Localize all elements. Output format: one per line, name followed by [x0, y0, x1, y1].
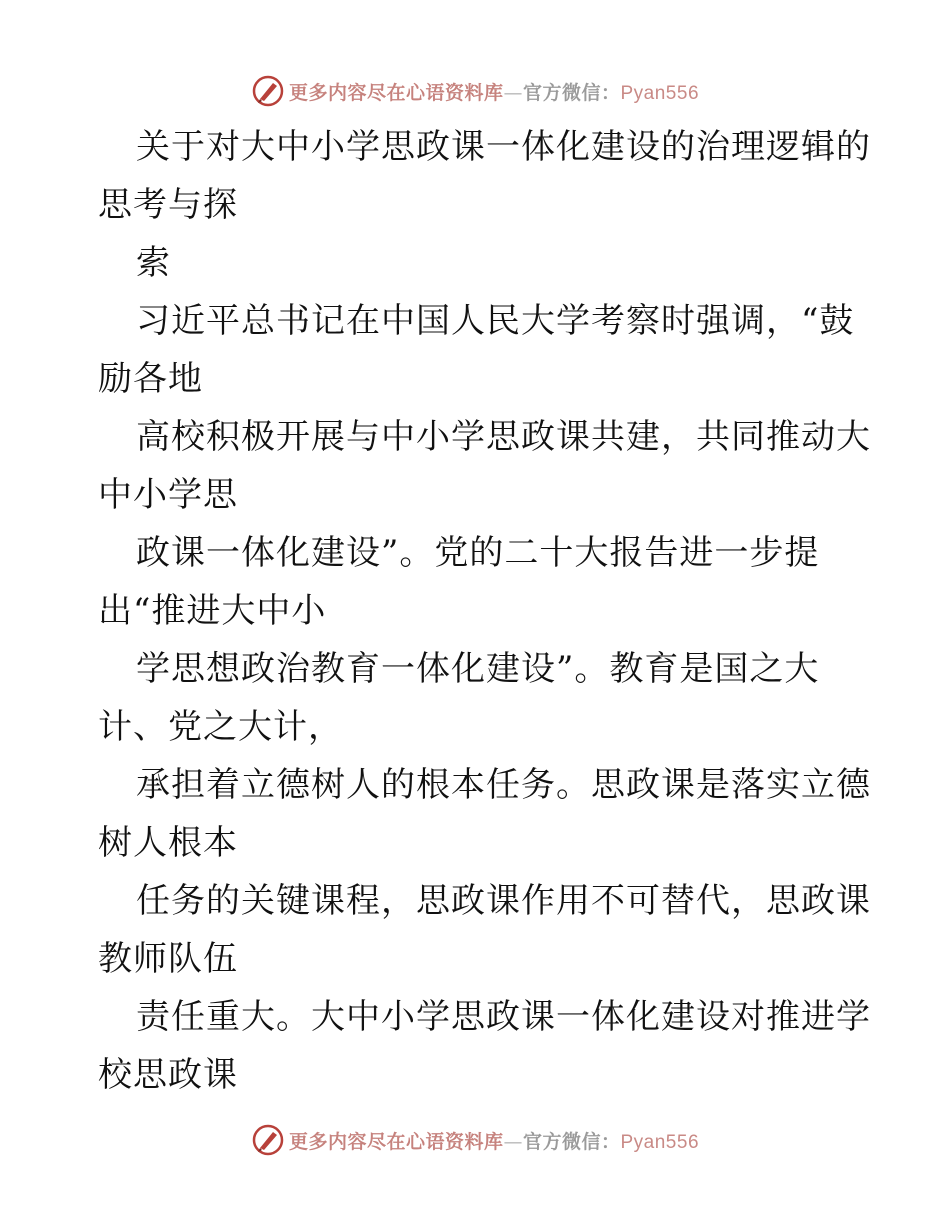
text-line: 出“推进大中小	[98, 591, 327, 631]
text-line: 中小学思	[98, 475, 238, 515]
text-line: 任务的关键课程，思政课作用不可替代，思政课	[136, 881, 871, 921]
pen-logo-icon	[251, 74, 285, 108]
watermark-sub: 官方微信：	[522, 81, 621, 104]
text-line: 政课一体化建设”。党的二十大报告进一步提	[136, 533, 820, 573]
text-line: 承担着立德树人的根本任务。思政课是落实立德	[136, 765, 871, 805]
watermark-separator: —	[503, 81, 523, 104]
watermark-sub: 官方微信：	[522, 1130, 621, 1153]
watermark-text	[289, 1127, 699, 1154]
text-line: 索	[136, 243, 171, 283]
pen-logo-icon	[251, 1123, 285, 1157]
text-line: 教师队伍	[98, 939, 238, 979]
watermark-header	[0, 71, 950, 111]
text-line: 关于对大中小学思政课一体化建设的治理逻辑的	[136, 127, 871, 167]
text-line: 思考与探	[98, 185, 238, 225]
text-line: 树人根本	[98, 823, 238, 863]
text-line: 学思想政治教育一体化建设”。教育是国之大	[136, 649, 820, 689]
text-line: 励各地	[98, 359, 203, 399]
watermark-text	[289, 78, 699, 105]
text-line: 高校积极开展与中小学思政课共建，共同推动大	[136, 417, 871, 457]
watermark-id: Pyan556	[620, 1131, 700, 1153]
watermark-footer	[0, 1120, 950, 1160]
watermark-id: Pyan556	[620, 82, 700, 104]
text-line: 习近平总书记在中国人民大学考察时强调，“鼓	[136, 301, 855, 341]
text-line: 校思政课	[98, 1055, 238, 1095]
text-line: 计、党之大计，	[98, 707, 343, 747]
text-line: 责任重大。大中小学思政课一体化建设对推进学	[136, 997, 871, 1037]
watermark-main: 更多内容尽在心语资料库	[288, 81, 504, 104]
watermark-main: 更多内容尽在心语资料库	[288, 1130, 504, 1153]
watermark-separator: —	[503, 1130, 523, 1153]
